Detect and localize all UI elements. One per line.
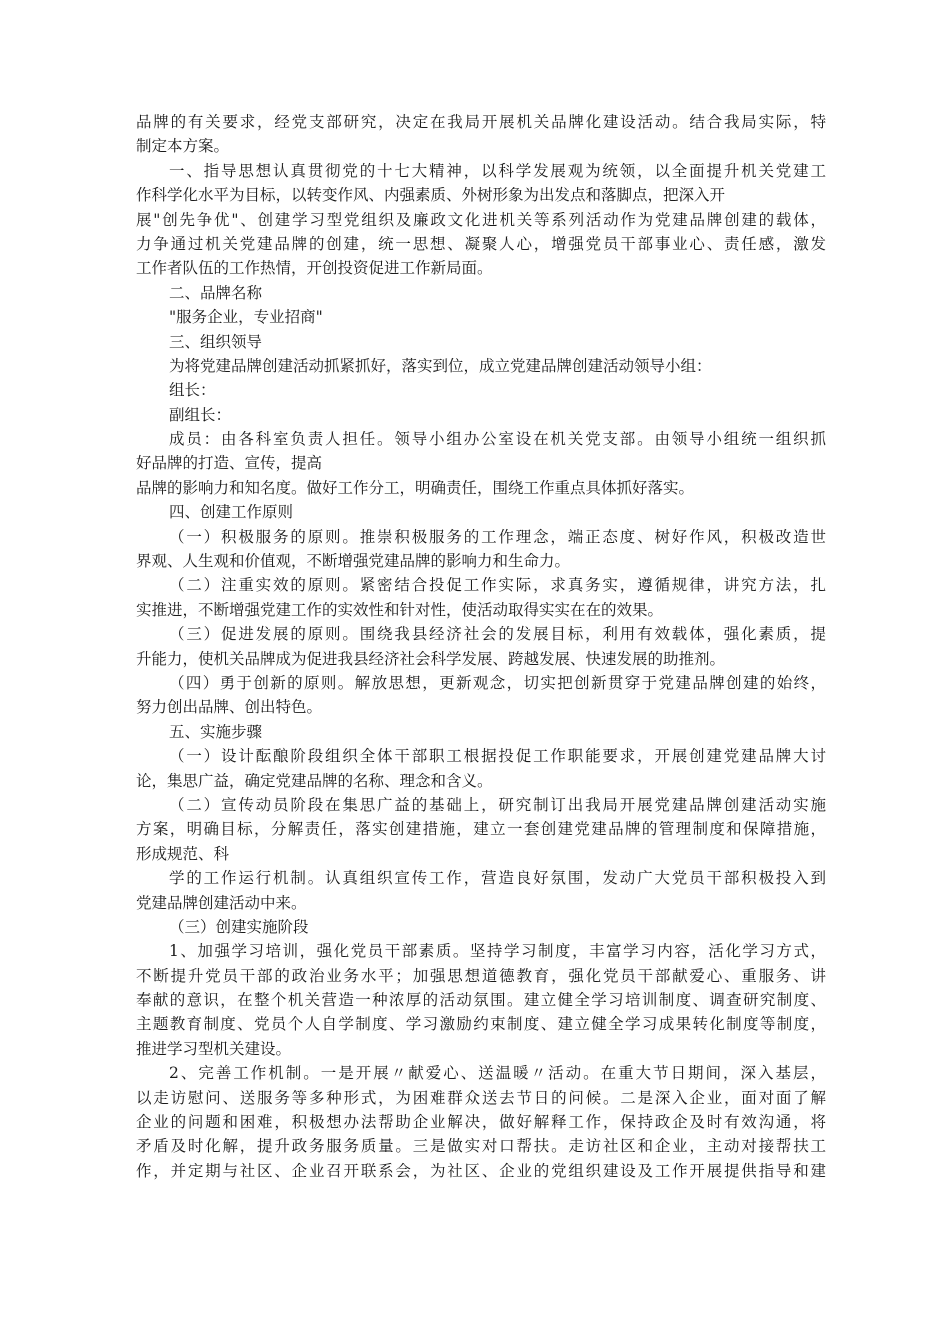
text-line: 不断提升党员干部的政治业务水平；加强思想道德教育，强化党员干部献爱心、重服务、讲: [136, 966, 826, 985]
text-line: 2、完善工作机制。一是开展〃献爱心、送温暖〃活动。在重大节日期间，深入基层，: [169, 1064, 826, 1083]
document-page: [136, 110, 826, 1183]
text-line: 矛盾及时化解，提升政务服务质量。三是做实对口帮扶。走访社区和企业，主动对接帮扶工: [136, 1137, 826, 1156]
text-line: 四、创建工作原则: [169, 503, 294, 522]
text-line: 品牌的影响力和知名度。做好工作分工，明确责任，围绕工作重点具体抓好落实。: [136, 478, 695, 497]
text-line: 主题教育制度、党员个人自学制度、学习激励约束制度、建立健全学习成果转化制度等制度，: [136, 1015, 826, 1034]
text-line: 展"创先争优"、创建学习型党组织及廉政文化进机关等系列活动作为党建品牌创建的载体，: [136, 210, 826, 229]
text-line: 二、品牌名称: [169, 283, 263, 302]
text-line: 组长：: [169, 381, 216, 400]
text-line: 好品牌的打造、宣传，提高: [136, 454, 323, 473]
text-line: （二）注重实效的原则。紧密结合投促工作实际，求真务实，遵循规律，讲究方法，扎: [169, 576, 826, 595]
text-line: 一、指导思想认真贯彻党的十七大精神，以科学发展观为统领，以全面提升机关党建工: [169, 161, 826, 180]
text-line: 1、加强学习培训，强化党员干部素质。坚持学习制度，丰富学习内容，活化学习方式，: [169, 942, 826, 961]
text-line: 作，并定期与社区、企业召开联系会，为社区、企业的党组织建设及工作开展提供指导和建: [136, 1161, 826, 1180]
text-line: （二）宣传动员阶段在集思广益的基础上，研究制订出我局开展党建品牌创建活动实施: [169, 795, 826, 814]
text-line: 界观、人生观和价值观，不断增强党建品牌的影响力和生命力。: [136, 552, 571, 571]
text-line: 论，集思广益，确定党建品牌的名称、理念和含义。: [136, 771, 493, 790]
text-line: （四）勇于创新的原则。解放思想，更新观念，切实把创新贯穿于党建品牌创建的始终，: [169, 673, 826, 692]
text-line: 企业的问题和困难，积极想办法帮助企业解决，做好解释工作，保持政企及时有效沟通，将: [136, 1113, 826, 1132]
text-line: 实推进，不断增强党建工作的实效性和针对性，使活动取得实实在在的效果。: [136, 600, 664, 619]
text-line: 形成规范、科: [136, 844, 230, 863]
text-line: 品牌的有关要求，经党支部研究，决定在我局开展机关品牌化建设活动。结合我局实际，特: [136, 113, 826, 131]
text-line: 以走访慰问、送服务等多种形式，为困难群众送去节日的问候。二是深入企业，面对面了解: [136, 1088, 826, 1107]
text-line: 奉献的意识，在整个机关营造一种浓厚的活动氛围。建立健全学习培训制度、调查研究制度、: [136, 991, 826, 1010]
text-line: 作科学化水平为目标，以转变作风、内强素质、外树形象为出发点和落脚点，把深入开: [136, 186, 726, 205]
text-line: 工作者队伍的工作热情，开创投资促进工作新局面。: [136, 259, 493, 278]
text-line: 党建品牌创建活动中来。: [136, 893, 307, 912]
text-line: 推进学习型机关建设。: [136, 1039, 292, 1058]
text-line: 成员：由各科室负责人担任。领导小组办公室设在机关党支部。由领导小组统一组织抓: [169, 430, 826, 449]
text-line: 升能力，使机关品牌成为促进我县经济社会科学发展、跨越发展、快速发展的助推剂。: [136, 649, 726, 668]
text-line: 五、实施步骤: [169, 722, 263, 741]
text-line: （一）设计酝酿阶段组织全体干部职工根据投促工作职能要求，开展创建党建品牌大讨: [169, 747, 826, 766]
text-line: 副组长：: [169, 405, 232, 424]
text-line: 努力创出品牌、创出特色。: [136, 698, 323, 717]
text-line: （三）促进发展的原则。围绕我县经济社会的发展目标，利用有效载体，强化素质，提: [169, 625, 826, 644]
text-line: 学的工作运行机制。认真组织宣传工作，营造良好氛围，发动广大党员干部积极投入到: [169, 869, 826, 888]
text-line: 制定本方案。: [136, 137, 230, 156]
text-line: （三）创建实施阶段: [169, 917, 309, 936]
text-line: （一）积极服务的原则。推崇积极服务的工作理念，端正态度、树好作风，积极改造世: [169, 527, 826, 546]
text-line: "服务企业，专业招商": [169, 308, 323, 327]
text-line: 力争通过机关党建品牌的创建，统一思想、凝聚人心，增强党员干部事业心、责任感，激发: [136, 234, 826, 253]
text-line: 为将党建品牌创建活动抓紧抓好，落实到位，成立党建品牌创建活动领导小组：: [169, 356, 712, 375]
text-line: 方案，明确目标，分解责任，落实创建措施，建立一套创建党建品牌的管理制度和保障措施，: [136, 820, 826, 839]
text-line: 三、组织领导: [169, 332, 263, 351]
